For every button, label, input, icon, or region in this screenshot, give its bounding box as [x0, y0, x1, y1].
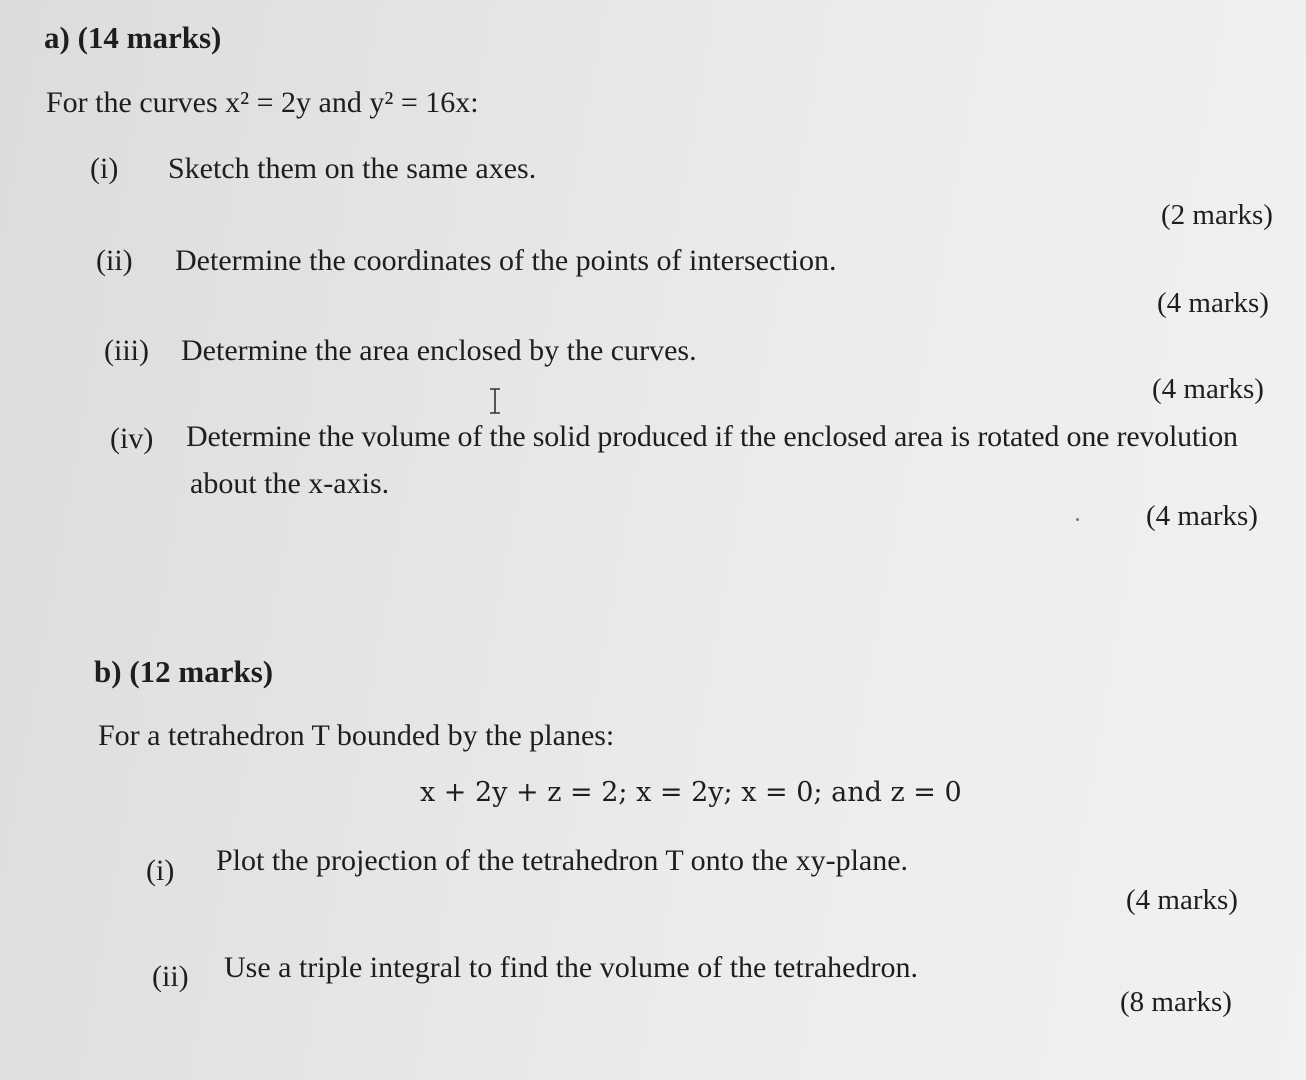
part-a-item-1-marks: (2 marks) [1161, 199, 1273, 231]
part-b-item-2-text: Use a triple integral to find the volume of the tetrahedron. [224, 951, 918, 984]
part-a-heading: a) (14 marks) [44, 20, 222, 55]
part-b-item-2-marks: (8 marks) [1120, 986, 1232, 1018]
part-a-item-2-marks: (4 marks) [1157, 287, 1269, 319]
part-a-item-1-text: Sketch them on the same axes. [168, 152, 537, 185]
text-cursor-icon [488, 388, 502, 414]
part-b-item-1-number: (i) [146, 854, 175, 887]
part-a-item-3-text: Determine the area enclosed by the curves. [181, 334, 697, 367]
part-a-item-4-marks: (4 marks) [1146, 500, 1258, 532]
part-a-item-1-number: (i) [90, 152, 119, 185]
part-b-item-1-text: Plot the projection of the tetrahedron T onto the xy-plane. [216, 844, 909, 877]
part-a-item-2-number: (ii) [96, 244, 133, 277]
part-a-item-3-marks: (4 marks) [1152, 373, 1264, 405]
part-b-plane-equations: x + 2y + z = 2; x = 2y; x = 0; and z = 0 [420, 777, 962, 808]
part-a-item-4-text: Determine the volume of the solid produced if the enclosed area is rotated one revolution [186, 420, 1238, 453]
part-a-item-4-text-line2: about the x-axis. [190, 467, 390, 500]
part-b-heading: b) (12 marks) [94, 654, 274, 689]
part-a-item-3-number: (iii) [104, 334, 149, 367]
part-a-item-2-text: Determine the coordinates of the points of intersection. [175, 244, 837, 277]
part-a-intro: For the curves x² = 2y and y² = 16x: [46, 86, 479, 119]
speck [1076, 518, 1079, 521]
part-b-intro: For a tetrahedron T bounded by the planes: [98, 719, 615, 752]
part-b-item-2-number: (ii) [152, 960, 189, 993]
part-a-item-4-number: (iv) [110, 422, 154, 455]
part-b-item-1-marks: (4 marks) [1126, 884, 1238, 916]
